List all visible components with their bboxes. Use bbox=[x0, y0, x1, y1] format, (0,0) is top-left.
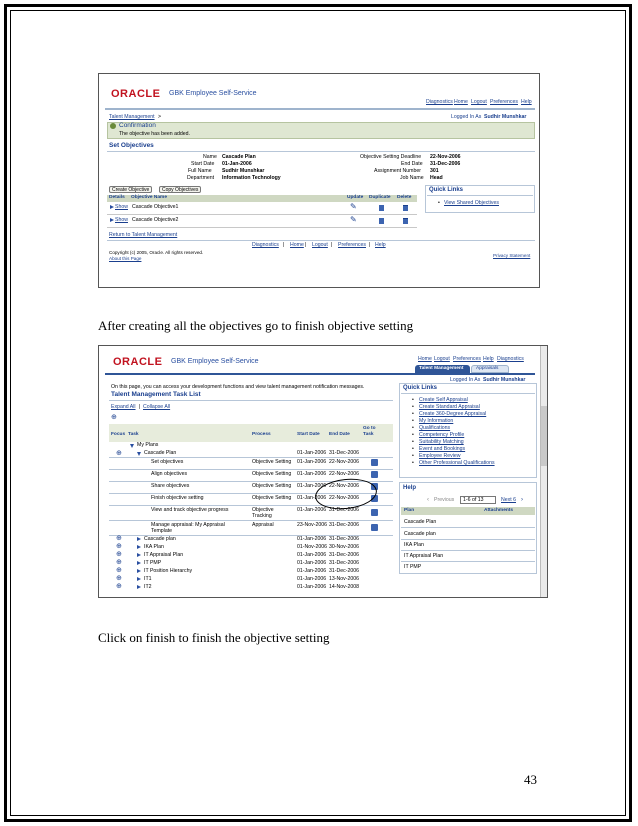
bullet-icon: • bbox=[412, 404, 414, 410]
col-duplicate: Duplicate bbox=[369, 195, 391, 200]
expand-triangle-icon[interactable] bbox=[110, 205, 114, 209]
quick-link-item[interactable]: Event and Bookings bbox=[419, 446, 466, 452]
global-link-diagnostics[interactable]: Diagnostics bbox=[497, 356, 524, 362]
focus-crosshair-icon[interactable]: ⊕ bbox=[116, 575, 122, 582]
row-show-link[interactable]: Show bbox=[115, 204, 128, 210]
col-go-to-task: Task bbox=[363, 432, 374, 437]
plan-start: 01-Jan-2006 bbox=[297, 576, 327, 582]
row-divider bbox=[401, 561, 535, 562]
col-update: Update bbox=[347, 195, 364, 200]
quick-link-item[interactable]: Qualifications bbox=[419, 425, 451, 431]
help-plan-row: Cascade Plan bbox=[404, 519, 437, 525]
plan-name: IT1 bbox=[144, 576, 152, 582]
footer-link-help[interactable]: Help bbox=[375, 242, 386, 248]
plan-name: IT Appraisal Plan bbox=[144, 552, 184, 558]
plan-end: 31-Dec-2006 bbox=[329, 568, 359, 574]
plan-name: IKA Plan bbox=[144, 544, 164, 550]
subtask-start: 01-Jan-2006 bbox=[297, 495, 327, 501]
focus-crosshair-icon[interactable]: ⊕ bbox=[116, 551, 122, 558]
quick-links-title: Quick Links bbox=[403, 385, 438, 391]
bullet-icon: • bbox=[412, 453, 414, 459]
subtask-name-line2: Template bbox=[151, 528, 173, 534]
global-link-preferences[interactable]: Preferences bbox=[453, 356, 481, 362]
plan-end: 14-Nov-2008 bbox=[329, 584, 359, 590]
create-objective-button[interactable]: Create Objective bbox=[109, 186, 152, 193]
help-plan-row: IT Appraisal Plan bbox=[404, 553, 444, 559]
col-plan: Plan bbox=[404, 508, 415, 513]
row-objective-name: Cascade Objective1 bbox=[132, 204, 179, 210]
subtask-process: Objective Setting bbox=[252, 471, 292, 477]
help-plan-row: IT PMP bbox=[404, 564, 422, 570]
subtask-end: 22-Nov-2006 bbox=[329, 471, 359, 477]
plan-end: 31-Dec-2006 bbox=[329, 536, 359, 542]
update-pencil-icon[interactable]: ✎ bbox=[350, 202, 357, 211]
subtask-name: Set objectives bbox=[151, 459, 184, 465]
col-start-date: Start Date bbox=[297, 432, 320, 437]
intro-text: On this page, you can access your development functions and view talent management notification messages. bbox=[111, 384, 365, 390]
header-rule bbox=[105, 108, 535, 110]
global-link-logout[interactable]: Logout bbox=[434, 356, 450, 362]
plan-start: 01-Jan-2006 bbox=[297, 552, 327, 558]
help-table-header bbox=[401, 507, 535, 515]
privacy-statement-link[interactable]: Privacy Statement bbox=[493, 253, 531, 258]
oracle-logo: ORACLE bbox=[113, 356, 163, 368]
field-name-label: Name bbox=[203, 154, 217, 160]
field-deadline-label: Objective Setting Deadline bbox=[360, 154, 422, 160]
collapse-all-link[interactable]: Collapse All bbox=[143, 404, 171, 410]
focus-crosshair-icon[interactable]: ⊕ bbox=[116, 567, 122, 574]
app-title: GBK Employee Self-Service bbox=[171, 358, 259, 365]
expand-triangle-icon[interactable] bbox=[137, 569, 141, 573]
bullet-icon: • bbox=[438, 200, 440, 206]
quick-link-item[interactable]: Other Professional Qualifications bbox=[419, 460, 495, 466]
subtask-process-line2: Tracking bbox=[252, 513, 272, 519]
row-divider bbox=[109, 469, 393, 470]
pager-range: 1-6 of 13 bbox=[463, 497, 484, 503]
quick-link-item[interactable]: Create Self Appraisal bbox=[419, 397, 468, 403]
copyright-text: Copyright (c) 2005, Oracle. All rights reserved. bbox=[109, 250, 204, 255]
footer-rule bbox=[107, 240, 535, 241]
caption-first: After creating all the objectives go to finish objective setting bbox=[98, 318, 414, 333]
plan-name: IT Position Hierarchy bbox=[144, 568, 193, 574]
footer-separator: | bbox=[369, 242, 371, 248]
field-assignment-value: 301 bbox=[430, 168, 439, 174]
footer-link-preferences[interactable]: Preferences bbox=[338, 242, 366, 248]
field-end-label: End Date bbox=[401, 161, 423, 167]
go-to-task-icon[interactable] bbox=[371, 471, 378, 478]
row-divider bbox=[109, 457, 393, 458]
delete-trash-icon[interactable] bbox=[403, 218, 408, 224]
quick-link-item[interactable]: Create 360-Degree Appraisal bbox=[419, 411, 487, 417]
caption-second: Click on finish to finish the objective setting bbox=[98, 630, 330, 645]
subtask-process: Objective Setting bbox=[252, 483, 292, 489]
bullet-icon: • bbox=[412, 432, 414, 438]
col-details: Details bbox=[109, 195, 125, 200]
field-start-value: 01-Jan-2006 bbox=[222, 161, 252, 167]
field-job-value: Head bbox=[430, 175, 443, 181]
bullet-icon: • bbox=[412, 460, 414, 466]
subtask-end: 22-Nov-2006 bbox=[329, 459, 359, 465]
section-title-task-list: Talent Management Task List bbox=[111, 391, 201, 398]
cascade-plan-end: 31-Dec-2006 bbox=[329, 450, 359, 456]
field-department-value: Information Technology bbox=[222, 175, 281, 181]
plan-start: 01-Jan-2006 bbox=[297, 536, 327, 542]
subtask-process: Objective bbox=[252, 507, 274, 513]
footer-separator: | bbox=[283, 242, 285, 248]
go-to-task-icon[interactable] bbox=[371, 524, 378, 531]
plan-end: 31-Dec-2006 bbox=[329, 560, 359, 566]
subtask-process: Objective Setting bbox=[252, 495, 292, 501]
delete-trash-icon[interactable] bbox=[403, 205, 408, 211]
go-to-task-icon[interactable] bbox=[371, 509, 378, 516]
help-title: Help bbox=[403, 485, 417, 491]
footer-separator: | bbox=[331, 242, 333, 248]
footer-link-home[interactable]: Home bbox=[290, 242, 304, 248]
global-link-home[interactable]: Home bbox=[418, 356, 432, 362]
subtask-name: Align objectives bbox=[151, 471, 188, 477]
logged-in-user: Sudhir Munshkar bbox=[484, 114, 527, 120]
quick-link-item[interactable]: Suitability Matching bbox=[419, 439, 464, 445]
logged-in-label: Logged In As bbox=[451, 114, 482, 120]
global-link-help[interactable]: Help bbox=[483, 356, 494, 362]
global-link-preferences[interactable]: Preferences bbox=[490, 99, 518, 105]
plan-start: 01-Jan-2006 bbox=[297, 584, 327, 590]
page-number: 43 bbox=[524, 772, 537, 787]
field-fullname-label: Full Name bbox=[188, 168, 212, 174]
duplicate-icon[interactable] bbox=[379, 218, 384, 224]
col-process: Process bbox=[252, 432, 271, 437]
row-divider bbox=[401, 550, 535, 551]
quick-links-rule bbox=[401, 393, 535, 394]
about-this-page-link[interactable]: About this Page bbox=[109, 256, 142, 261]
section-rule bbox=[109, 400, 393, 401]
section-title-set-objectives: Set Objectives bbox=[109, 142, 154, 149]
col-end-date: End Date bbox=[329, 432, 350, 437]
logged-in-label: Logged In As bbox=[450, 377, 481, 383]
oracle-logo: ORACLE bbox=[111, 88, 161, 100]
scrollbar-thumb[interactable] bbox=[541, 406, 547, 466]
plan-end: 13-Nov-2006 bbox=[329, 576, 359, 582]
cascade-plan-name: Cascade Plan bbox=[144, 450, 177, 456]
my-plans-label: My Plans bbox=[137, 442, 159, 448]
col-attachments: Attachments bbox=[484, 508, 514, 513]
return-to-talent-management-link[interactable]: Return to Talent Management bbox=[109, 232, 178, 238]
bullet-icon: • bbox=[412, 418, 414, 424]
expand-triangle-icon[interactable] bbox=[137, 545, 141, 549]
subtask-name: Finish objective setting bbox=[151, 495, 204, 501]
subtask-start: 01-Jan-2006 bbox=[297, 459, 327, 465]
field-start-label: Start Date bbox=[191, 161, 215, 167]
collapse-triangle-icon[interactable] bbox=[130, 444, 134, 448]
col-task: Task bbox=[128, 432, 139, 437]
subtask-start: 01-Jan-2006 bbox=[297, 483, 327, 489]
row-show-link[interactable]: Show bbox=[115, 217, 128, 223]
expand-triangle-icon[interactable] bbox=[137, 585, 141, 589]
footer-separator: | bbox=[305, 242, 307, 248]
expand-triangle-icon[interactable] bbox=[137, 553, 141, 557]
footer-link-logout[interactable]: Logout bbox=[312, 242, 328, 248]
bullet-icon: • bbox=[412, 397, 414, 403]
subtask-end: 22-Nov-2006 bbox=[329, 483, 359, 489]
expand-triangle-icon[interactable] bbox=[137, 537, 141, 541]
vertical-scrollbar[interactable] bbox=[540, 346, 548, 598]
next-arrow-icon[interactable]: › bbox=[521, 497, 523, 503]
plan-name: IT2 bbox=[144, 584, 152, 590]
quick-link-item[interactable]: Employee Review bbox=[419, 453, 461, 459]
focus-crosshair-icon[interactable]: ⊕ bbox=[116, 559, 122, 566]
field-fullname-value: Sudhir Munshkar bbox=[222, 168, 265, 174]
subtask-name: Share objectives bbox=[151, 483, 190, 489]
quick-link-item[interactable]: My Information bbox=[419, 418, 454, 424]
field-department-label: Department bbox=[187, 175, 215, 181]
plan-start: 01-Nov-2006 bbox=[297, 544, 327, 550]
row-divider bbox=[109, 520, 393, 521]
plan-start: 01-Jan-2006 bbox=[297, 560, 327, 566]
breadcrumb-talent-management[interactable]: Talent Management bbox=[109, 114, 155, 120]
field-deadline-value: 22-Nov-2006 bbox=[430, 154, 461, 160]
logged-in-user: Sudhir Munshkar bbox=[483, 377, 526, 383]
duplicate-icon[interactable] bbox=[379, 205, 384, 211]
copy-objectives-button[interactable]: Copy Objectives bbox=[159, 186, 201, 193]
pager-next[interactable]: Next 6 bbox=[501, 497, 516, 503]
quick-link-item[interactable]: Competency Profile bbox=[419, 432, 465, 438]
field-end-value: 31-Dec-2006 bbox=[430, 161, 461, 167]
global-link-home[interactable]: Home bbox=[454, 99, 468, 105]
focus-crosshair-icon[interactable]: ⊕ bbox=[116, 583, 122, 590]
col-delete: Delete bbox=[397, 195, 412, 200]
confirmation-icon bbox=[110, 123, 116, 129]
screenshot-set-objectives bbox=[98, 73, 540, 288]
quick-link-view-shared-objectives[interactable]: View Shared Objectives bbox=[444, 200, 499, 206]
previous-arrow-icon[interactable]: ‹ bbox=[427, 497, 429, 503]
confirmation-message: The objective has been added. bbox=[119, 131, 190, 137]
expand-triangle-icon[interactable] bbox=[137, 561, 141, 565]
plan-start: 01-Jan-2006 bbox=[297, 568, 327, 574]
row-divider bbox=[401, 539, 535, 540]
field-assignment-label: Assignment Number bbox=[374, 168, 421, 174]
col-focus: Focus bbox=[111, 432, 126, 437]
subtask-end: 22-Nov-2006 bbox=[329, 495, 359, 501]
focus-crosshair-icon[interactable]: ⊕ bbox=[116, 450, 122, 457]
help-plan-row: Cascade plan bbox=[404, 531, 436, 537]
subtask-name: Manage appraisal: My Appraisal bbox=[151, 522, 225, 528]
footer-link-diagnostics[interactable]: Diagnostics bbox=[252, 242, 279, 248]
subtask-name: View and track objective progress bbox=[151, 507, 229, 513]
quick-links-rule bbox=[427, 195, 533, 196]
row-objective-name: Cascade Objective2 bbox=[132, 217, 179, 223]
plan-name: IT PMP bbox=[144, 560, 162, 566]
col-go-to: Go to bbox=[363, 426, 376, 431]
field-job-label: Job Name bbox=[400, 175, 424, 181]
header-rule bbox=[105, 373, 535, 375]
bullet-icon: • bbox=[412, 425, 414, 431]
expand-separator: | bbox=[139, 404, 141, 410]
subtask-start: 01-Jan-2006 bbox=[297, 507, 327, 513]
row-divider bbox=[401, 527, 535, 528]
confirmation-title: Confirmation bbox=[119, 122, 156, 129]
update-pencil-icon[interactable]: ✎ bbox=[350, 215, 357, 224]
breadcrumb-separator: > bbox=[158, 114, 162, 120]
subtask-end: 31-Dec-2006 bbox=[329, 522, 359, 528]
subtask-process: Objective Setting bbox=[252, 459, 292, 465]
pager-previous[interactable]: Previous bbox=[434, 497, 455, 503]
subtask-start: 01-Jan-2006 bbox=[297, 471, 327, 477]
field-name-value: Cascade Plan bbox=[222, 154, 256, 160]
bullet-icon: • bbox=[412, 411, 414, 417]
go-to-task-icon[interactable] bbox=[371, 459, 378, 466]
help-plan-row: IKA Plan bbox=[404, 542, 424, 548]
app-title: GBK Employee Self-Service bbox=[169, 90, 257, 97]
quick-link-item[interactable]: Create Standard Appraisal bbox=[419, 404, 480, 410]
plan-end: 30-Nov-2006 bbox=[329, 544, 359, 550]
task-table-header bbox=[109, 424, 393, 442]
bullet-icon: • bbox=[412, 439, 414, 445]
plan-end: 31-Dec-2006 bbox=[329, 552, 359, 558]
tab-talent-management-label: Talent Management bbox=[419, 366, 464, 371]
subtask-start: 23-Nov-2006 bbox=[297, 522, 327, 528]
subtask-end: 31-Dec-2006 bbox=[329, 507, 359, 513]
col-objective-name: Objective Name bbox=[131, 195, 167, 200]
expand-triangle-icon[interactable] bbox=[110, 218, 114, 222]
subtask-process: Appraisal bbox=[252, 522, 274, 528]
focus-crosshair-icon[interactable]: ⊕ bbox=[116, 535, 122, 542]
plan-name: Cascade plan bbox=[144, 536, 176, 542]
focus-crosshair-icon[interactable]: ⊕ bbox=[111, 414, 117, 421]
collapse-triangle-icon[interactable] bbox=[137, 452, 141, 456]
bullet-icon: • bbox=[412, 446, 414, 452]
global-link-logout[interactable]: Logout bbox=[471, 99, 487, 105]
tab-appraisals-label: Appraisals bbox=[476, 366, 499, 371]
focus-crosshair-icon[interactable]: ⊕ bbox=[116, 543, 122, 550]
section-rule bbox=[107, 151, 535, 152]
screenshot-task-list bbox=[98, 345, 548, 598]
expand-triangle-icon[interactable] bbox=[137, 577, 141, 581]
quick-links-title: Quick Links bbox=[429, 187, 464, 193]
cascade-plan-start: 01-Jan-2006 bbox=[297, 450, 327, 456]
expand-all-link[interactable]: Expand All bbox=[111, 404, 136, 410]
global-link-help[interactable]: Help bbox=[521, 99, 532, 105]
global-link-diagnostics[interactable]: Diagnostics bbox=[426, 99, 453, 105]
